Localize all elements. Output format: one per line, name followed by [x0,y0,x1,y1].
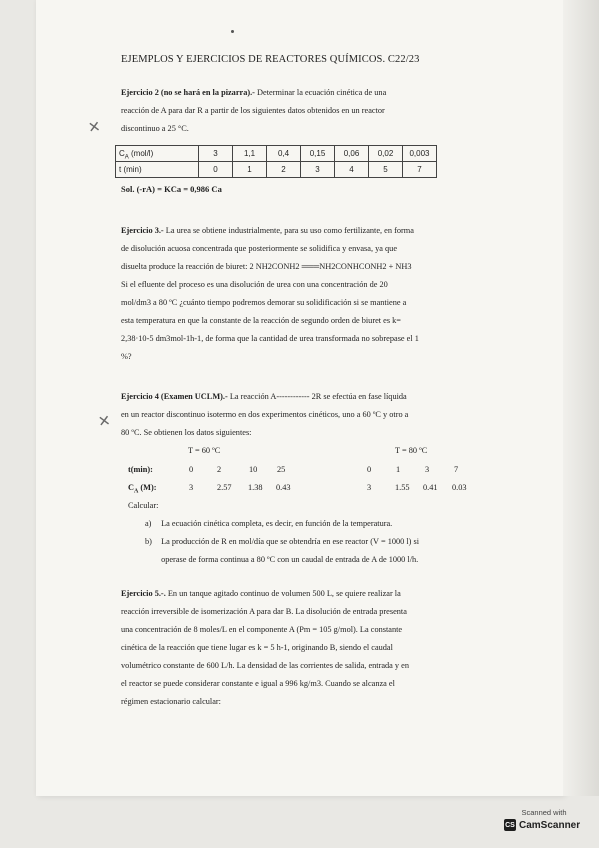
data-value: 1.38 [248,483,263,492]
exercise-5-line: el reactor se puede considerar constante e igual a 996 kg/m3. Cuando se alcanza el [121,679,395,688]
exercise-2-heading: Ejercicio 2 (no se hará en la pizarra).- [121,88,255,97]
exercise-3-line: disuelta produce la reacción de biuret: 2 NH2CONH2 ═══NH2CONHCONH2 + NH3 [121,262,412,271]
document-title: EJEMPLOS Y EJERCICIOS DE REACTORES QUÍMICOS. C22/23 [121,54,420,65]
table-cell: 0,4 [267,146,301,162]
exercise-5-line: cinética de la reacción que tiene lugar es k = 5 h-1, originando B, siendo el caudal [121,643,393,652]
table-cell: 1 [233,162,267,178]
data-value: 0.43 [276,483,291,492]
table-row [116,146,437,162]
handwritten-cross-mark: ✕ [86,117,102,137]
table-cell: 0,003 [403,146,437,162]
exercise-5-line: reacción irreversible de isomerización A para dar B. La disolución de entrada presenta [121,607,407,616]
ink-dot [231,30,234,33]
exercise-3-line: esta temperatura en que la constante de la reacción de segundo orden de biuret es k= [121,316,401,325]
table-cell: 5 [369,162,403,178]
exercise-3-line: mol/dm3 a 80 ºC ¿cuánto tiempo podremos demorar su solidificación si se mantiene a [121,298,407,307]
exercise-5-line: una concentración de 8 moles/L en el componente A (Pm = 105 g/mol). La constante [121,625,403,634]
list-item: a) La ecuación cinética completa, es decir, en función de la temperatura. [145,519,393,528]
list-item: b) La producción de R en mol/día que se obtendría en ese reactor (V = 1000 l) si [145,537,420,546]
handwritten-cross-mark: ✕ [96,411,112,431]
data-value: 0.03 [452,483,467,492]
exercise-2-data-table [115,145,437,178]
exercise-5-line: volumétrico constante de 600 L/h. La densidad de las corrientes de salida, entrada y en [121,661,409,670]
table-cell: 4 [335,162,369,178]
table-cell: 7 [403,162,437,178]
exercise-4-heading: Ejercicio 4 (Examen UCLM).- [121,392,228,401]
table-row [116,162,437,178]
data-value: 1 [396,465,401,474]
data-value: 10 [249,465,258,474]
data-value: 0 [189,465,194,474]
data-value: 1.55 [395,483,410,492]
exercise-5-line: En un tanque agitado continuo de volumen 500 L, se quiere realizar la [167,589,401,598]
table-cell: 3 [199,146,233,162]
exercise-3-line: de disolución acuosa concentrada que posteriormente se solidifica y envasa, ya que [121,244,398,253]
row-label-concentration: $C_A$ (M): [128,483,157,495]
data-value: 3 [425,465,430,474]
camscanner-watermark [504,808,584,838]
table-row-label: t (min) [116,162,199,178]
exercise-4-line: en un reactor discontinuo isotermo en dos experimentos cinéticos, uno a 60 ºC y otro a [121,410,409,419]
exercise-3-line: 2,38·10-5 dm3mol-1h-1, de forma que la cantidad de urea transformada no sobrepase el 1 [121,334,419,343]
camscanner-name: CamScanner [519,819,581,831]
table-cell: 0,02 [369,146,403,162]
exercise-5-line: régimen estacionario calcular: [121,697,221,706]
exercise-5-text [121,585,485,711]
exercise-3-heading: Ejercicio 3.- [121,226,164,235]
data-value: 7 [454,465,459,474]
exercise-5-heading: Ejercicio 5.-. [121,589,166,598]
exercise-4-line: La reacción A------------ 2R se efectúa en fase líquida [229,392,407,401]
exercise-2-solution: Sol. (-rA) = KCa = 0,986 Ca [121,184,222,194]
exercise-2-line: reacción de A para dar R a partir de los siguientes datos obtenidos en un reactor [121,106,385,115]
data-value: 25 [277,465,286,474]
data-value: 2.57 [217,483,232,492]
exercise-2-line: discontinuo a 25 °C. [121,124,189,133]
exercise-3-line: La urea se obtiene industrialmente, para su uso como fertilizante, en forma [165,226,414,235]
temperature-label-80: T = 80 ºC [395,446,428,455]
row-label-time: t(min): [128,465,153,474]
table-cell: 3 [301,162,335,178]
table-cell: 2 [267,162,301,178]
exercise-4-text [121,388,485,442]
table-row-label: $C_A$ (mol/l) [116,146,199,162]
data-value: 0.41 [423,483,438,492]
exercise-4-questions [145,515,485,569]
exercise-3-text [121,222,485,366]
data-value: 3 [189,483,194,492]
list-item: operase de forma continua a 80 ºC con un caudal de entrada de A de 1000 l/h. [161,555,419,564]
exercise-4-line: 80 ºC. Se obtienen los datos siguientes: [121,428,252,437]
exercise-2-text [121,84,485,138]
table-cell: 1,1 [233,146,267,162]
exercise-3-line: %? [121,352,132,361]
camscanner-logo-icon: CS [504,819,516,831]
data-value: 3 [367,483,372,492]
table-cell: 0 [199,162,233,178]
scanner-caption: Scanned with [521,808,567,817]
table-cell: 0,15 [301,146,335,162]
exercise-3-line: Si el efluente del proceso es una disolución de urea con una concentración de 20 [121,280,388,289]
data-value: 2 [217,465,222,474]
exercise-2-line: Determinar la ecuación cinética de una [257,88,387,97]
data-value: 0 [367,465,372,474]
calculate-label: Calcular: [128,501,159,510]
page-edge-shadow [563,0,599,796]
table-cell: 0,06 [335,146,369,162]
temperature-label-60: T = 60 ºC [188,446,221,455]
